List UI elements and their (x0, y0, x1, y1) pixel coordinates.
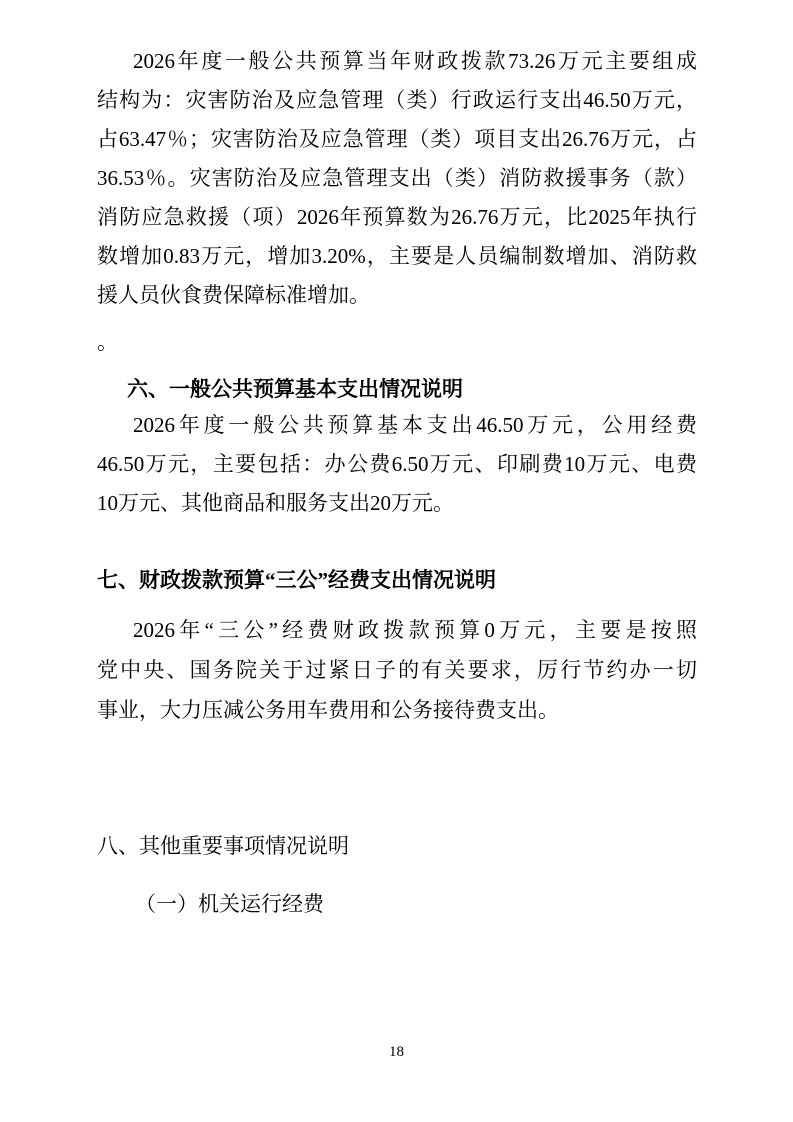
text-line: 10万元、其他商品和服务支出20万元。 (97, 491, 454, 515)
text-line: 2026年度一般公共预算基本支出46.50万元，公用经费 (133, 413, 697, 437)
text-line: 事业，大力压减公务用车费用和公务接待费支出。 (97, 698, 559, 722)
heading-section-6: 六、一般公共预算基本支出情况说明 (127, 377, 463, 401)
paragraph-fiscal-allocation-composition (97, 42, 697, 315)
text-line: 46.50万元，主要包括：办公费6.50万元、印刷费10万元、电费 (97, 452, 697, 476)
paragraph-basic-expenditure (97, 406, 697, 523)
text-line: 结构为：灾害防治及应急管理（类）行政运行支出46.50万元， (97, 88, 697, 112)
text-line: 援人员伙食费保障标准增加。 (97, 283, 370, 307)
page-number: 18 (389, 1044, 404, 1060)
text-line: 2026年度一般公共预算当年财政拨款73.26万元主要组成 (133, 49, 697, 73)
text-line: 数增加0.83万元，增加3.20%，主要是人员编制数增加、消防救 (97, 244, 697, 268)
text-line: 2026年“三公”经费财政拨款预算0万元，主要是按照 (133, 618, 697, 642)
text-line: 党中央、国务院关于过紧日子的有关要求，厉行节约办一切 (97, 658, 697, 682)
text-line: 36.53％。灾害防治及应急管理支出（类）消防救援事务（款） (97, 166, 697, 190)
text-line: 占63.47％；灾害防治及应急管理（类）项目支出26.76万元，占 (97, 127, 697, 151)
subheading-agency-operating-funds: （一）机关运行经费 (135, 892, 324, 916)
text-line: 消防应急救援（项）2026年预算数为26.76万元，比2025年执行 (97, 205, 697, 229)
heading-section-7: 七、财政拨款预算“三公”经费支出情况说明 (97, 568, 496, 592)
paragraph-three-public-funds (97, 610, 697, 730)
stray-period: 。 (97, 330, 118, 354)
page-content (97, 0, 697, 919)
heading-section-8: 八、其他重要事项情况说明 (97, 834, 349, 858)
